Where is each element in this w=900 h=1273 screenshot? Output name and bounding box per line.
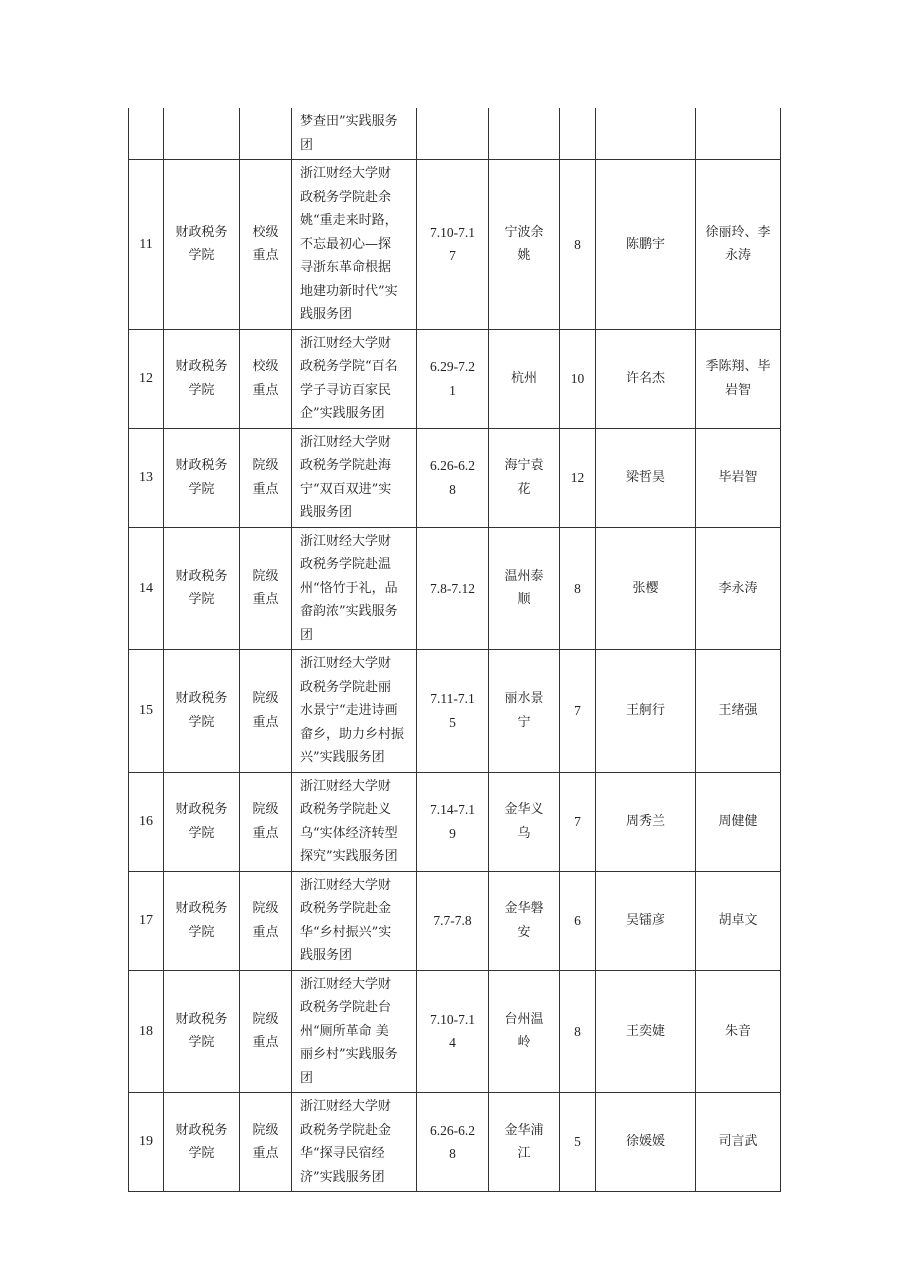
row-number: 11 [129,160,164,330]
row-number: 19 [129,1093,164,1192]
member-count-cell: 8 [560,970,596,1093]
date-cell: 7.11-7.1 5 [417,650,489,773]
project-name-cell: 浙江财经大学财 政税务学院赴余 姚“重走来时路， 不忘最初心—探 寻浙东革命根据 地建功新时代”实 践服务团 [292,160,417,330]
project-name-cell: 浙江财经大学财 政税务学院“百名 学子寻访百家民 企”实践服务团 [292,329,417,428]
project-table [128,108,781,1192]
project-name-cell: 浙江财经大学财 政税务学院赴金 华“探寻民宿经 济”实践服务团 [292,1093,417,1192]
table-row [129,329,781,428]
location-cell: 杭州 [489,329,560,428]
table-row [129,428,781,527]
row-number: 17 [129,871,164,970]
leader-cell: 许名杰 [596,329,696,428]
row-number: 13 [129,428,164,527]
leader-cell: 梁哲昊 [596,428,696,527]
leader-cell: 王奕婕 [596,970,696,1093]
advisor-cell: 王绪强 [696,650,781,773]
level-cell: 校级 重点 [240,329,292,428]
member-count-cell: 12 [560,428,596,527]
location-cell: 宁波余 姚 [489,160,560,330]
level-cell: 院级 重点 [240,1093,292,1192]
location-cell [489,108,560,160]
row-number: 14 [129,527,164,650]
row-number [129,108,164,160]
level-cell: 院级 重点 [240,772,292,871]
table-row [129,1093,781,1192]
row-number: 16 [129,772,164,871]
level-cell [240,108,292,160]
date-cell: 7.10-7.1 4 [417,970,489,1093]
advisor-cell: 胡卓文 [696,871,781,970]
location-cell: 金华义 乌 [489,772,560,871]
college-cell: 财政税务 学院 [164,329,240,428]
member-count-cell: 7 [560,772,596,871]
date-cell: 7.14-7.1 9 [417,772,489,871]
table-row [129,527,781,650]
advisor-cell: 周健健 [696,772,781,871]
member-count-cell: 10 [560,329,596,428]
date-cell: 7.10-7.1 7 [417,160,489,330]
college-cell: 财政税务 学院 [164,527,240,650]
level-cell: 院级 重点 [240,527,292,650]
location-cell: 金华磐 安 [489,871,560,970]
level-cell: 院级 重点 [240,428,292,527]
location-cell: 丽水景 宁 [489,650,560,773]
table-row [129,970,781,1093]
leader-cell: 周秀兰 [596,772,696,871]
college-cell: 财政税务 学院 [164,871,240,970]
date-cell: 6.29-7.2 1 [417,329,489,428]
project-name-cell: 浙江财经大学财 政税务学院赴义 乌“实体经济转型 探究”实践服务团 [292,772,417,871]
leader-cell: 张樱 [596,527,696,650]
level-cell: 院级 重点 [240,871,292,970]
project-name-cell: 浙江财经大学财 政税务学院赴温 州“恪竹于礼，品 畲韵浓”实践服务 团 [292,527,417,650]
location-cell: 台州温 岭 [489,970,560,1093]
leader-cell: 徐媛媛 [596,1093,696,1192]
leader-cell: 王舸行 [596,650,696,773]
row-number: 18 [129,970,164,1093]
college-cell: 财政税务 学院 [164,1093,240,1192]
project-name-cell: 浙江财经大学财 政税务学院赴金 华“乡村振兴”实 践服务团 [292,871,417,970]
table-row [129,871,781,970]
date-cell: 6.26-6.2 8 [417,1093,489,1192]
member-count-cell: 8 [560,160,596,330]
date-cell: 7.8-7.12 [417,527,489,650]
table-row [129,160,781,330]
advisor-cell: 徐丽玲、李 永涛 [696,160,781,330]
member-count-cell: 8 [560,527,596,650]
advisor-cell [696,108,781,160]
level-cell: 院级 重点 [240,650,292,773]
level-cell: 院级 重点 [240,970,292,1093]
advisor-cell: 朱音 [696,970,781,1093]
college-cell: 财政税务 学院 [164,970,240,1093]
location-cell: 海宁袁 花 [489,428,560,527]
project-name-cell: 浙江财经大学财 政税务学院赴台 州“厕所革命 美 丽乡村”实践服务 团 [292,970,417,1093]
college-cell [164,108,240,160]
college-cell: 财政税务 学院 [164,160,240,330]
leader-cell: 陈鹏宇 [596,160,696,330]
advisor-cell: 司言武 [696,1093,781,1192]
leader-cell: 吴镭彦 [596,871,696,970]
project-name-cell: 梦查田”实践服务 团 [292,108,417,160]
table-row [129,772,781,871]
level-cell: 校级 重点 [240,160,292,330]
row-number: 12 [129,329,164,428]
member-count-cell [560,108,596,160]
date-cell [417,108,489,160]
college-cell: 财政税务 学院 [164,650,240,773]
project-name-cell: 浙江财经大学财 政税务学院赴海 宁“双百双进”实 践服务团 [292,428,417,527]
advisor-cell: 李永涛 [696,527,781,650]
project-name-cell: 浙江财经大学财 政税务学院赴丽 水景宁“走进诗画 畲乡，助力乡村振 兴”实践服务团 [292,650,417,773]
location-cell: 金华浦 江 [489,1093,560,1192]
leader-cell [596,108,696,160]
member-count-cell: 5 [560,1093,596,1192]
table-body [129,108,781,1192]
date-cell: 7.7-7.8 [417,871,489,970]
date-cell: 6.26-6.2 8 [417,428,489,527]
member-count-cell: 7 [560,650,596,773]
location-cell: 温州泰 顺 [489,527,560,650]
advisor-cell: 季陈翔、毕 岩智 [696,329,781,428]
college-cell: 财政税务 学院 [164,428,240,527]
table-row [129,108,781,160]
college-cell: 财政税务 学院 [164,772,240,871]
row-number: 15 [129,650,164,773]
table-row [129,650,781,773]
member-count-cell: 6 [560,871,596,970]
advisor-cell: 毕岩智 [696,428,781,527]
